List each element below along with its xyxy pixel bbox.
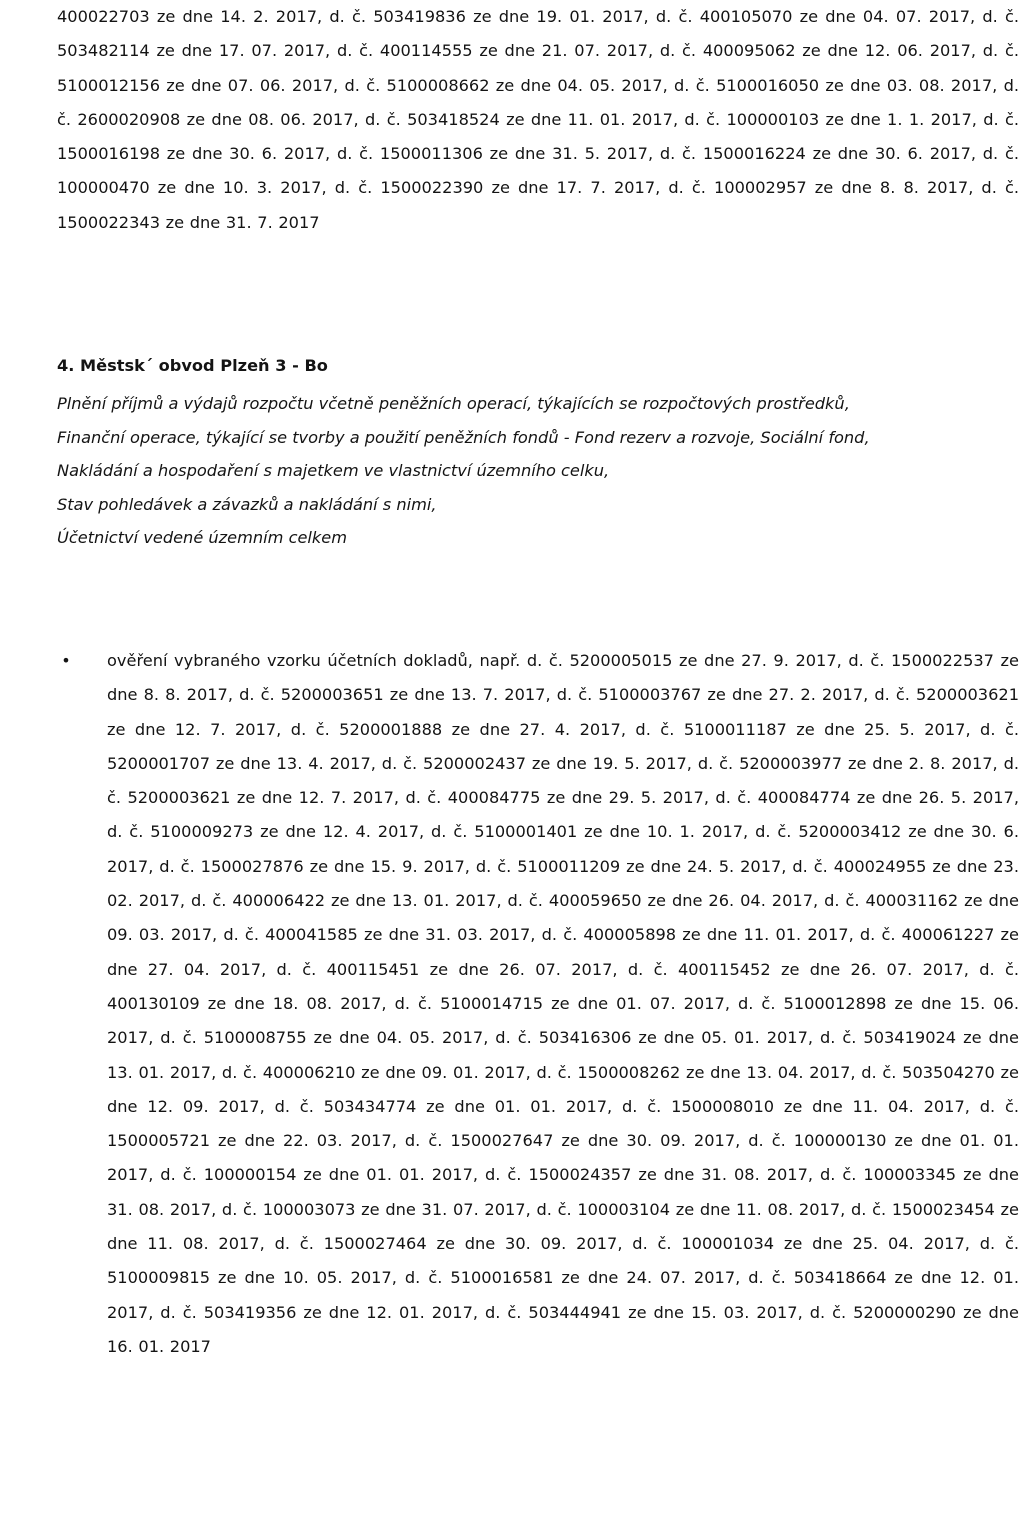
topic-line: Finanční operace, týkající se tvorby a použití peněžních fondů - Fond rezerv a rozvoje, Sociální fond, xyxy=(57,427,870,447)
bullet-text: ověření vybraného vzorku účetních dokladů, např. d. č. 5200005015 ze dne 27. 9. 2017, d. č. 1500022537 ze dne 8. 8. 2017, d. č. 5200003651 ze dne 13. 7. 2017, d. č. 5100003767 ze dne 27. 2. 2017, d. č. 5200003621 ze dne 12. 7. 2017, d. č. 5200001888 ze dne 27. 4. 2017, d. č. 5100011187 ze dne 25. 5. 2017, d. č. 5200001707 ze dne 13. 4. 2017, d. č. 5200002437 ze dne 19. 5. 2017, d. č. 5200003977 ze dne 2. 8. 2017, d. č. 5200003621 ze dne 12. 7. 2017, d. č. 400084775 ze dne 29. 5. 2017, d. č. 400084774 ze dne 26. 5. 2017, d. č. 5100009273 ze dne 12. 4. 2017, d. č. 5100001401 ze dne 10. 1. 2017, d. č. 5200003412 ze dne 30. 6. 2017, d. č. 1500027876 ze dne 15. 9. 2017, d. č. 5100011209 ze dne 24. 5. 2017, d. č. 400024955 ze dne 23. 02. 2017, d. č. 400006422 ze dne 13. 01. 2017, d. č. 400059650 ze dne 26. 04. 2017, d. č. 400031162 ze dne 09. 03. 2017, d. č. 400041585 ze dne 31. 03. 2017, d. č. 400005898 ze dne 11. 01. 2017, d. č. 400061227 ze dne 27. 04. 2017, d. č. 400115451 ze dne 26. 07. 2017, d. č. 400115452 ze dne 26. 07. 2017, d. č. 400130109 ze dne 18. 08. 2017, d. č. 5100014715 ze dne 01. 07. 2017, d. č. 5100012898 ze dne 15. 06. 2017, d. č. 5100008755 ze dne 04. 05. 2017, d. č. 503416306 ze dne 05. 01. 2017, d. č. 503419024 ze dne 13. 01. 2017, d. č. 400006210 ze dne 09. 01. 2017, d. č. 1500008262 ze dne 13. 04. 2017, d. č. 503504270 ze dne 12. 09. 2017, d. č. 503434774 ze dne 01. 01. 2017, d. č. 1500008010 ze dne 11. 04. 2017, d. č. 1500005721 ze dne 22. 03. 2017, d. č. 1500027647 ze dne 30. 09. 2017, d. č. 100000130 ze dne 01. 01. 2017, d. č. 100000154 ze dne 01. 01. 2017, d. č. 1500024357 ze dne 31. 08. 2017, d. č. 100003345 ze dne 31. 08. 2017, d. č. 100003073 ze dne 31. 07. 2017, d. č. 100003104 ze dne 11. 08. 2017, d. č. 1500023454 ze dne 11. 08. 2017, d. č. 1500027464 ze dne 30. 09. 2017, d. č. 100001034 ze dne 25. 04. 2017, d. č. 5100009815 ze dne 10. 05. 2017, d. č. 5100016581 ze dne 24. 07. 2017, d. č. 503418664 ze dne 12. 01. 2017, d. č. 503419356 ze dne 12. 01. 2017, d. č. 503444941 ze dne 15. 03. 2017, d. č. 5200000290 ze dne 16. 01. 2017 xyxy=(107,651,1019,1356)
intro-paragraph: 400022703 ze dne 14. 2. 2017, d. č. 503419836 ze dne 19. 01. 2017, d. č. 400105070 ze dne 04. 07. 2017, d. č. 503482114 ze dne 17. 07. 2017, d. č. 400114555 ze dne 21. 07. 2017, d. č. 400095062 ze dne 12. 06. 2017, d. č. 5100012156 ze dne 07. 06. 2017, d. č. 5100008662 ze dne 04. 05. 2017, d. č. 5100016050 ze dne 03. 08. 2017, d. č. 2600020908 ze dne 08. 06. 2017, d. č. 503418524 ze dne 11. 01. 2017, d. č. 100000103 ze dne 1. 1. 2017, d. č. 1500016198 ze dne 30. 6. 2017, d. č. 1500011306 ze dne 31. 5. 2017, d. č. 1500016224 ze dne 30. 6. 2017, d. č. 100000470 ze dne 10. 3. 2017, d. č. 1500022390 ze dne 17. 7. 2017, d. č. 100002957 ze dne 8. 8. 2017, d. č. 1500022343 ze dne 31. 7. 2017 xyxy=(57,7,1019,232)
section-heading: 4. Městsk´ obvod Plzeň 3 - Bo xyxy=(57,356,328,375)
bullet-icon: • xyxy=(61,651,71,670)
topic-line: Účetnictví vedené územním celkem xyxy=(57,528,348,548)
topic-line: Stav pohledávek a závazků a nakládání s nimi, xyxy=(57,494,437,514)
topic-line: Plnění příjmů a výdajů rozpočtu včetně peněžních operací, týkajících se rozpočtových prostředků, xyxy=(57,394,850,413)
section-topics xyxy=(57,387,1019,555)
topic-line: Nakládání a hospodaření s majetkem ve vlastnictví územního celku, xyxy=(57,461,610,481)
